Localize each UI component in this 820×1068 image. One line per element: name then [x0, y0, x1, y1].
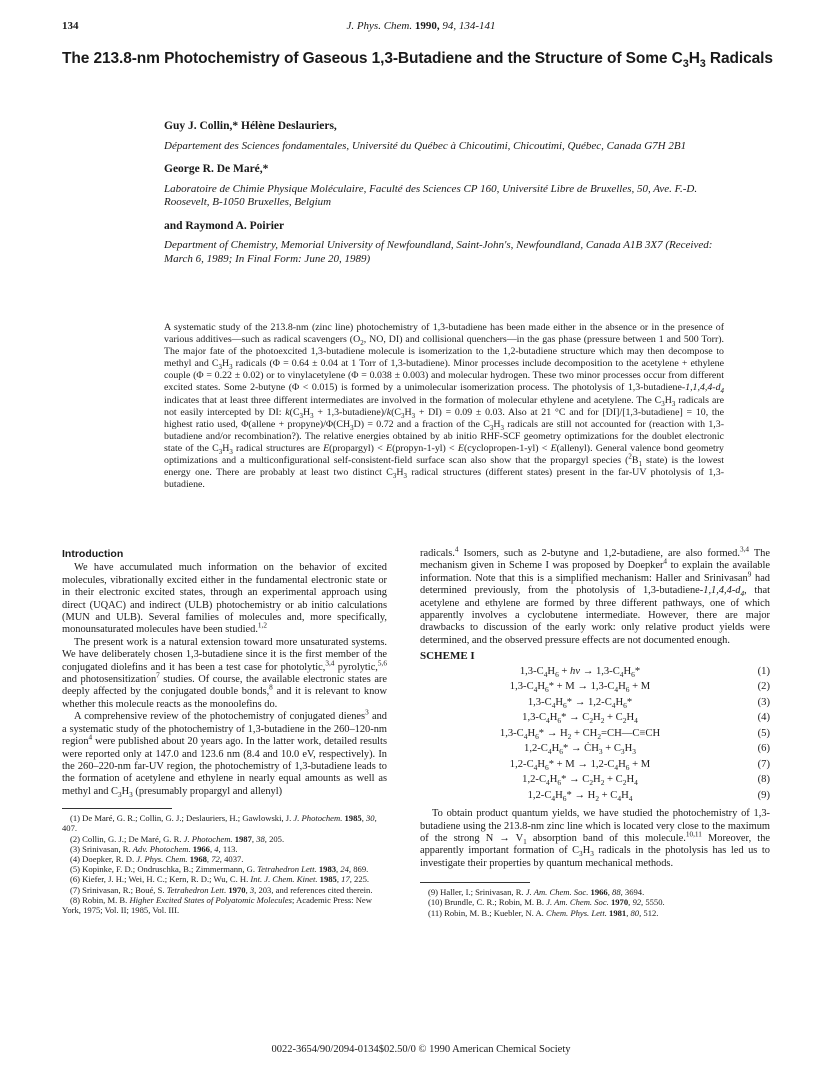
author-names: George R. De Maré,*: [164, 163, 269, 175]
footnote-divider: [62, 808, 172, 809]
equation-expression: $1,2-C_4H_6* \to H_2 + C_4H_4$: [527, 789, 633, 803]
reaction-equation: [420, 712, 770, 728]
reference-footnote: (1) De Maré, G. R.; Collin, G. J.; Deslauriers, H.; Gawlowski, J. J. Photochem. 1985, 30, 407.: [62, 813, 377, 834]
reaction-equation: [420, 759, 770, 775]
reaction-equation: [420, 666, 770, 682]
page-number: 134: [62, 20, 79, 32]
reaction-equation: [420, 681, 770, 697]
reaction-equation: [420, 728, 770, 744]
body-paragraph: radicals.$^4$ Isomers, such as 2-butyne and 1,2-butadiene, are also formed.$^{3,4}$ The mechanism given in Scheme I was proposed by Doepker$^4$ to explain the available information. Note that this is a simplified mechanism: Haller and Srinivasan$^9$ had determined previously, from the photolysis of $1,3-butadiene-1,1,4,4-d_4$, that acetylene and ethylene are formed by three different pathways, one of which apparently involves a cyclobutene intermediate. However, there are major drawbacks to discussion of the early work: only relative product yields were determined, and the observed pressure effects are not documented enough.: [420, 545, 770, 646]
reference-footnote: (3) Srinivasan, R. Adv. Photochem. 1966, 4, 113.: [70, 843, 238, 854]
equation-expression: $1,3-C_4H_6* \to H_2$ + $CH_2=CH—C\equiv CH$: [499, 727, 661, 741]
equation-number: (8): [757, 774, 770, 786]
author-affiliation: Département des Sciences fondamentales, Université du Québec à Chicoutimi, Chicoutimi, Québec, Canada G7H 2B1: [164, 139, 687, 152]
reference-footnote: (2) Collin, G. J.; De Maré, G. R. J. Photochem. 1987, 38, 205.: [70, 833, 285, 844]
reference-footnote: (10) Brundle, C. R.; Robin, M. B. J. Am. Chem. Soc. 1970, 92, 5550.: [428, 897, 665, 908]
journal-volume: 94,: [442, 20, 457, 32]
reaction-scheme: [420, 666, 770, 806]
equation-number: (1): [757, 665, 770, 677]
author-names: and Raymond A. Poirier: [164, 219, 285, 232]
body-paragraph: The present work is a natural extension toward more unsaturated systems. We have deliberately chosen 1,3-butadiene since it is the first member of the conjugated diolefins and it has been a test case for photolytic,$^{3,4}$ pyrolytic,$^{5,6}$ and photosensitization$^7$ studies. Of course, the available electronic states are deeply affected by the conjugated double bonds,$^8$ and it is relevant to know whether this molecule reacts as the monoolefins do.: [62, 636, 387, 710]
footnotes-right: [420, 887, 770, 918]
journal-pages: 134-141: [458, 20, 496, 32]
equation-expression: $1,3-C_4H_6 + h\nu \to 1,3-C_4H_6*$: [519, 665, 641, 679]
copyright-footer: 0022-3654/90/2094-0134$02.50/0 © 1990 American Chemical Society: [271, 1044, 571, 1055]
reference-footnote: (4) Doepker, R. D. J. Phys. Chem. 1968, 72, 4037.: [70, 853, 244, 864]
equation-number: (6): [757, 743, 770, 755]
reference-footnote: (11) Robin, M. B.; Kuebler, N. A. Chem. Phys. Lett. 1981, 80, 512.: [428, 907, 659, 918]
equation-number: (5): [757, 727, 770, 739]
equation-expression: $1,3-C_4H_6* + M \to 1,3-C_4H_6 + M$: [509, 681, 651, 695]
body-paragraph: To obtain product quantum yields, we have studied the photochemistry of 1,3-butadiene using the 213.8-nm zinc line which is located very close to the maximum of the strong $N \to V_1$ absorption band of this molecule.$^{10,11}$ Moreover, the apparently important formation of $C_3H_3$ radicals in the photolysis has led us to investigate their properties by quantum mechanical methods.: [420, 808, 770, 869]
running-header: [62, 20, 780, 36]
reaction-equation: [420, 774, 770, 790]
reference-footnote: (7) Srinivasan, R.; Boué, S. Tetrahedron Lett. 1970, 3, 203, and references cited therein.: [70, 884, 373, 895]
section-heading-introduction: Introduction: [62, 548, 124, 560]
left-column: [62, 548, 387, 915]
body-paragraph: A comprehensive review of the photochemistry of conjugated dienes$^3$ and a systematic study of the photochemistry of 1,3-butadiene in the 260–120-nm region$^4$ were published about 20 years ago. In the latter work, detailed results were reported only at 147.0 and 123.6 nm (8.4 and 10.0 eV, respectively). In the 260–220-nm far-UV region, the photochemistry of 1,3-butadiene leads to the formation of acetylene and ethylene in nearly equal amounts as well as methyl and $C_3H_3$ (presumably propargyl and allenyl): [62, 708, 387, 799]
paper-title: The 213.8-nm Photochemistry of Gaseous 1,3-Butadiene and the Structure of Some $C_3H_3$ Radicals: [62, 50, 773, 71]
equation-number: (7): [757, 758, 770, 770]
author-affiliation: Department of Chemistry, Memorial University of Newfoundland, Saint-John's, Newfoundland, Canada A1B 3X7 (Received: March 6, 1989; In Final Form: June 20, 1989): [164, 239, 713, 265]
scheme-heading: SCHEME I: [420, 650, 475, 663]
equation-expression: $1,2-C_4H_6* \to C_2H_2 + C_2H_4$: [522, 774, 638, 788]
introduction-text: [62, 562, 387, 798]
equation-expression: $1,2-C_4H_6*$ → $ĊH_3 + C_3H_3$: [524, 743, 636, 757]
reaction-equation: [420, 790, 770, 806]
reaction-equation: [420, 743, 770, 759]
equation-number: (4): [757, 712, 770, 724]
reference-footnote: (9) Haller, I.; Srinivasan, R. J. Am. Chem. Soc. 1966, 88, 3694.: [428, 887, 645, 898]
journal-year: 1990,: [414, 20, 440, 32]
reaction-equation: [420, 697, 770, 713]
equation-number: (3): [757, 696, 770, 708]
author-names: Guy J. Collin,* Hélène Deslauriers,: [164, 120, 337, 132]
equation-expression: $1,3-C_4H_6* \to C_2H_2 + C_2H_4$: [522, 712, 638, 726]
journal-name: J. Phys. Chem.: [346, 20, 413, 32]
equation-number: (9): [757, 789, 770, 801]
equation-number: (2): [757, 681, 770, 693]
footnote-divider: [420, 882, 530, 883]
equation-expression: $1,2-C_4H_6* + M \to 1,2-C_4H_6 + M$: [509, 758, 651, 772]
reference-footnote: (6) Kiefer, J. H.; Wei, H. C.; Kern, R. D.; Wu, C. H. Int. J. Chem. Kinet. 1985, 17, 225.: [70, 874, 370, 885]
right-column: [420, 545, 770, 918]
footnotes-left: [62, 813, 387, 915]
equation-expression: $1,3-C_4H_6* \to 1,2-C_4H_6*$: [527, 696, 633, 710]
abstract: A systematic study of the 213.8-nm (zinc line) photochemistry of 1,3-butadiene has been made either in the absence or in the presence of various additives—such as radical scavengers ($O_2$, NO, DI) and collisional quenchers—in the gas phase (pressure between 1 and 500 Torr). The major fate of the photoexcited 1,3-butadiene molecule is isomerization to the 1,2-butadiene structure which may then decompose to methyl and $C_3H_3$ radicals (Φ = 0.64 ± 0.04 at 1 Torr of 1,3-butadiene). Minor processes include decomposition to the acetylene + ethylene couple (Φ = 0.22 ± 0.02) or to vinylacetylene (Φ = 0.038 ± 0.003) and molecular hydrogen. These two minor processes occur from different excited states. Some 2-butyne (Φ < 0.015) is formed by a unimolecular isomerization process. The photolysis of $1,3-butadiene-1,1,4,4-d_4$ indicates that at least three different intermediates are involved in the formation of molecular ethylene and acetylene. The $C_3H_3$ radicals are not easily intercepted by DI: $k(C_3H_3$ + $1,3-butadiene)/k(C_3H_3 + DI) = 0.09 \pm 0.03$. Also at 21 °C and for [DI]/[1,3-butadiene] = 10, the highest ratio used, Φ(allene + $propyne)/\Phi(CH_3D) = 0.72$ and a fraction of the $C_3H_3$ radicals are still not accounted for (reaction with 1,3-butadiene and/or recombination?). The relative energies obtained by ab initio RHF-SCF geometry optimizations for the doublet electronic state of the $C_3H_3$ radical structures are E(propargyl) < E(propyn-1-yl) < E(cyclopropen-1-yl) < E(allenyl). General valence bond geometry optimizations and a multiconfigurational self-consistent-field surface scan also show that the propargyl species ($^2B_1$ state) is the lowest energy one. There are probably at least two distinct $C_3H_3$ radical structures (different states) present in the far-UV photolysis of 1,3-butadiene.: [164, 322, 725, 491]
reference-footnote: (8) Robin, M. B. Higher Excited States of Polyatomic Molecules; Academic Press: New York, 1975; Vol. II; 1985, Vol. III.: [62, 894, 372, 915]
author-affiliation: Laboratoire de Chimie Physique Moléculaire, Faculté des Sciences CP 160, Université Libre de Bruxelles, 50, Ave. F.-D. Roosevelt, B-1050 Bruxelles, Belgium: [164, 182, 698, 208]
body-paragraph: We have accumulated much information on the behavior of excited molecules, vibrationally excited either in the fundamental electronic state or in their electronic excited states, through an experimental approach using direct (UQAC) and indirect (ULB) photochemistry or ab initio calculations (MUN and ULB). Several families of molecules and, more specifically, monounsaturated molecules have been studied.$^{1,2}$: [62, 562, 387, 636]
reference-footnote: (5) Kopinke, F. D.; Ondruschka, B.; Zimmermann, G. Tetrahedron Lett. 1983, 24, 869.: [70, 864, 369, 875]
author-block: [164, 120, 724, 276]
journal-citation: [62, 20, 780, 32]
